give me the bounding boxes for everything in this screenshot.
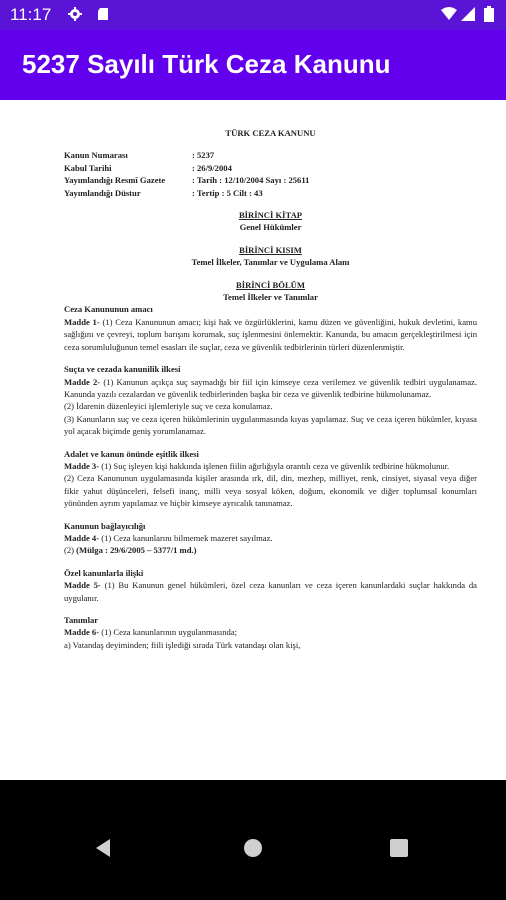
section-title: Kanunun bağlayıcılığı — [64, 520, 146, 531]
article-paragraph: Madde 2- (1) Kanunun açıkça suç saymadığı bir fiil için kimseye ceza verilemez ve güvenlik tedbiri uygulanamaz. Kanunda yazılı cezalardan ve güvenlik tedbirlerinden başka bir ceza ve güvenlik tedbirine hükmolunamaz. — [64, 376, 477, 399]
section-title: Adalet ve kanun önünde eşitlik ilkesi — [64, 448, 199, 459]
article-paragraph: (2) Ceza Kanununun uygulamasında kişiler arasında ırk, dil, din, mezhep, milliyet, renk, cinsiyet, siyasal veya diğer fikir yahut düşünceleri, felsefi inanç, milli veya sosyal köken, doğum, ekonomik ve diğer toplumsal konumları yönünden ayrım yapılamaz ve hiçbir kimseye ayrıcalık tanınamaz. — [64, 473, 477, 509]
document-view[interactable] — [0, 100, 506, 780]
article-paragraph: (2) İdarenin düzenleyici işlemleriyle suç ve ceza konulamaz. — [64, 401, 273, 412]
article-paragraph: Madde 1- (1) Ceza Kanununun amacı; kişi hak ve özgürlüklerini, kamu düzen ve güvenliğini, hukuk devletini, kamu sağlığını ve çevreyi, toplum barışını korumak, suç işlenmesini önlemektir. Kanunda, bu amacın gerçekleştirilmesi için ceza sorumluluğunun temel esasları ile suçlar, ceza ve güvenlik tedbirlerinin türleri düzenlenmiştir. — [64, 316, 477, 352]
wifi-icon — [441, 7, 457, 21]
article-paragraph: (2) (Mülga : 29/6/2005 – 5377/1 md.) — [64, 545, 197, 556]
meta-row: Kabul Tarihi : 26/9/2004 — [64, 162, 232, 173]
article-paragraph: (3) Kanunların suç ve ceza içeren hükümlerinin uygulanmasında kıyas yapılamaz. Suç ve ceza içeren hükümler, kıyasa yol açacak biçimde geniş yorumlanamaz. — [64, 413, 477, 437]
section-title: Özel kanunlarla ilişki — [64, 567, 144, 578]
article-paragraph: Madde 6- (1) Ceza kanunlarının uygulanmasında; — [64, 627, 238, 638]
signal-icon — [461, 7, 475, 21]
book-subtitle: Genel Hükümler — [239, 222, 302, 233]
section-title: Suçta ve cezada kanunilik ilkesi — [64, 364, 181, 375]
back-icon[interactable] — [96, 839, 110, 857]
document-page — [64, 127, 477, 651]
app-title: 5237 Sayılı Türk Ceza Kanunu — [22, 49, 391, 79]
chapter-title: BİRİNCİ BÖLÜM — [236, 279, 305, 290]
navigation-bar — [0, 780, 506, 900]
part-title: BİRİNCİ KISIM — [239, 244, 302, 255]
status-time: 11:17 — [10, 5, 52, 24]
recents-icon[interactable] — [390, 839, 408, 857]
meta-row: Yayımlandığı Düstur : Tertip : 5 Cilt : 43 — [64, 187, 263, 198]
article-paragraph: Madde 5- (1) Bu Kanunun genel hükümleri, özel ceza kanunları ve ceza içeren kanunlardaki suçlar hakkında da uygulanır. — [64, 580, 477, 603]
article-paragraph: a) Vatandaş deyiminden; fiili işlediği sırada Türk vatandaşı olan kişi, — [64, 639, 301, 650]
gear-icon — [68, 7, 82, 21]
section-title: Ceza Kanununun amacı — [64, 304, 153, 315]
app-bar — [0, 30, 506, 100]
section-title: Tanımlar — [64, 615, 99, 625]
article-paragraph: Madde 4- (1) Ceza kanunlarını bilmemek mazeret sayılmaz. — [64, 532, 273, 543]
status-bar — [0, 0, 506, 30]
home-icon[interactable] — [244, 839, 262, 857]
document-heading: TÜRK CEZA KANUNU — [225, 128, 316, 138]
book-title: BİRİNCİ KİTAP — [238, 210, 303, 221]
battery-icon — [484, 6, 494, 22]
meta-row: Kanun Numarası : 5237 — [64, 150, 215, 161]
meta-row: Yayımlandığı Resmî Gazete : Tarih : 12/10/2004 Sayı : 25611 — [64, 175, 310, 186]
article-paragraph: Madde 3- (1) Suç işleyen kişi hakkında işlenen fiilin ağırlığıyla orantılı ceza ve güvenlik tedbirine hükmolunur. — [64, 460, 450, 471]
part-subtitle: Temel İlkeler, Tanımlar ve Uygulama Alanı — [191, 257, 350, 268]
sd-card-icon — [96, 7, 110, 21]
chapter-subtitle: Temel İlkeler ve Tanımlar — [223, 292, 318, 303]
